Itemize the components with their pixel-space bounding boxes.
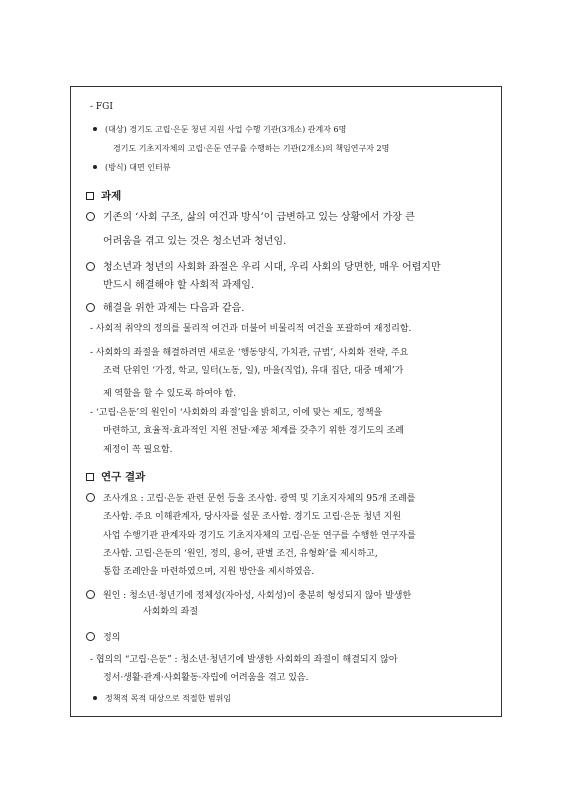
paragraph-item xyxy=(86,493,416,504)
paragraph-item xyxy=(86,212,415,223)
fgi-label: - FGI xyxy=(90,102,113,112)
circle-bullet-icon xyxy=(86,632,95,641)
heading-text: 연구 결과 xyxy=(101,471,146,483)
paragraph-item xyxy=(86,262,441,273)
square-bullet-icon xyxy=(86,192,94,200)
square-bullet-icon xyxy=(86,473,94,481)
section-heading-task xyxy=(86,191,121,202)
paragraph-continuation: 사업 수행기관 관계자와 경기도 기초지자체의 고립·은둔 연구를 수행한 연구자를 xyxy=(103,531,416,541)
list-item-continuation: 경기도 기초지자체의 고립·은둔 연구를 수행하는 기관(2개소)의 책임연구자 2명 xyxy=(113,144,390,153)
bullet-icon xyxy=(93,696,97,700)
circle-bullet-icon xyxy=(86,493,95,502)
document-frame xyxy=(70,86,502,717)
paragraph-continuation: 통합 조례안을 마련하였으며, 지원 방안을 제시하였음. xyxy=(103,567,315,577)
list-item-text: (대상) 경기도 고립·은둔 청년 지원 사업 수행 기관(3개소) 관계자 6명 xyxy=(105,125,347,134)
paragraph-item xyxy=(86,590,411,601)
paragraph-continuation: 조사함. 고립·은둔의 ‘원인, 정의, 용어, 판별 조건, 유형화’를 제시하고, xyxy=(103,549,378,559)
bullet-icon xyxy=(93,165,97,169)
paragraph-continuation: 조사함. 주요 이해관계자, 당사자를 설문 조사함. 경기도 고립·은둔 청년 지원 xyxy=(103,512,402,522)
dash-item: - ‘고립·은둔’의 원인이 ‘사회화의 좌절’임을 밝히고, 이에 맞는 제도, 정책을 xyxy=(90,408,383,418)
bullet-icon xyxy=(93,127,97,131)
circle-bullet-icon xyxy=(86,212,95,221)
circle-bullet-icon xyxy=(86,590,95,599)
dash-item: - 협의의 “고립·은둔” : 청소년·청년기에 발생한 사회화의 좌절이 해결되지 않아 xyxy=(90,655,398,665)
paragraph-continuation: 어려움을 겪고 있는 것은 청소년과 청년임. xyxy=(103,236,287,247)
list-item-text: (방식) 대면 인터뷰 xyxy=(105,163,171,172)
section-heading-results xyxy=(86,472,145,483)
paragraph-item xyxy=(86,632,120,643)
list-item-target xyxy=(93,126,346,134)
dash-item-continuation: 마련하고, 효율적·효과적인 지원 전달·제공 체계를 갖추기 위한 경기도의 조례 xyxy=(103,426,404,436)
circle-bullet-icon xyxy=(86,303,95,312)
paragraph-continuation: 사회화의 좌절 xyxy=(143,607,199,617)
heading-text: 과제 xyxy=(101,190,122,202)
dash-item-continuation: 정서·생활·관계·사회활동·자립에 어려움을 겪고 있음. xyxy=(103,673,309,683)
paragraph-text: 해결을 위한 과제는 다음과 같음. xyxy=(103,303,245,314)
dash-item-continuation: 제 역할을 할 수 있도록 하여야 함. xyxy=(103,389,237,399)
dash-item: - 사회적 취약의 정의를 물리적 여건과 더불어 비물리적 여건을 포괄하여 재정리함. xyxy=(90,324,412,334)
dash-item-continuation: 조력 단위인 ‘가정, 학교, 일터(노동, 일), 마을(직업), 유대 집단, 대중 매체’가 xyxy=(103,366,404,376)
list-item xyxy=(93,695,231,703)
paragraph-text: 조사개요 : 고립·은둔 관련 문헌 등을 조사함. 광역 및 기초지자체의 95개 조례를 xyxy=(103,494,416,504)
paragraph-text: 청소년과 청년의 사회화 좌절은 우리 시대, 우리 사회의 당면한, 매우 어렵지만 xyxy=(103,262,441,273)
dash-item-continuation: 제정이 꼭 필요함. xyxy=(103,445,173,455)
list-item-method xyxy=(93,164,170,172)
paragraph-text: 정의 xyxy=(103,633,121,643)
dash-item: - 사회화의 좌절을 해결하려면 새로운 ‘행동양식, 가치관, 규범’, 사회화 전략, 주요 xyxy=(90,348,409,358)
paragraph-text: 원인 : 청소년·청년기에 정체성(자아성, 사회성)이 충분히 형성되지 않아 발생한 xyxy=(103,591,412,601)
circle-bullet-icon xyxy=(86,262,95,271)
paragraph-item xyxy=(86,303,244,314)
paragraph-continuation: 반드시 해결해야 할 사회적 과제임. xyxy=(103,280,255,291)
list-item-text: 정책적 목적 대상으로 적절한 범위임 xyxy=(105,694,232,703)
paragraph-text: 기존의 ‘사회 구조, 삶의 여건과 방식’이 급변하고 있는 상황에서 가장 큰 xyxy=(103,212,415,223)
